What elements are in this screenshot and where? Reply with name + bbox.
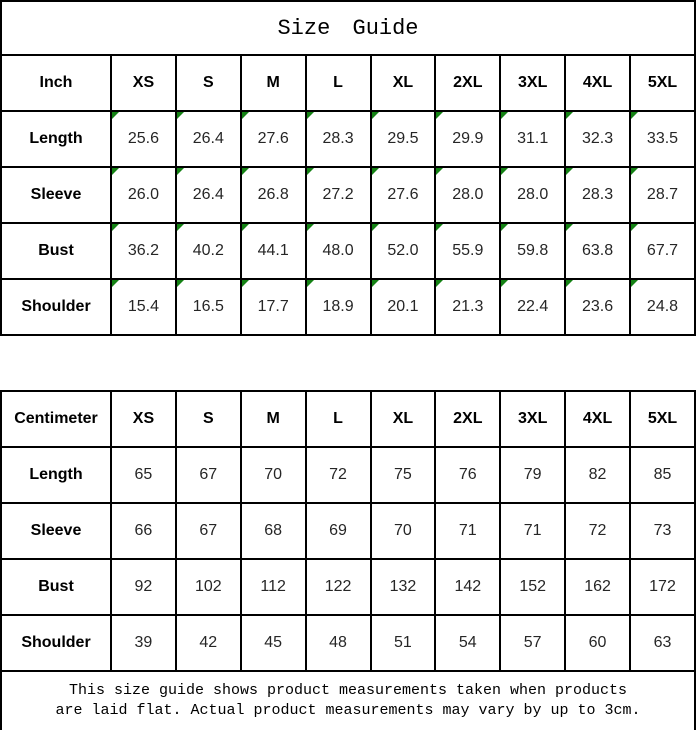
cell-flag-icon [436, 168, 443, 175]
cell-flag-icon [372, 280, 379, 287]
centimeter-row-length [1, 447, 695, 503]
size-header-4xl: 4XL [565, 55, 630, 111]
cell-flag-icon [566, 224, 573, 231]
size-header-m: M [241, 55, 306, 111]
cell-flag-icon [566, 168, 573, 175]
cell-centimeter-bust-xs: 92 [111, 559, 176, 615]
cell-flag-icon [436, 112, 443, 119]
cell-centimeter-length-3xl: 79 [500, 447, 565, 503]
cell-flag-icon [631, 168, 638, 175]
inch-row-bust [1, 223, 695, 279]
cell-flag-icon [177, 224, 184, 231]
cell-centimeter-bust-m: 112 [241, 559, 306, 615]
cell-centimeter-length-xs: 65 [111, 447, 176, 503]
cell-centimeter-sleeve-s: 67 [176, 503, 241, 559]
centimeter-row-bust [1, 559, 695, 615]
page-title: Size Guide [1, 1, 695, 55]
cell-inch-bust-5xl: 67.7 [630, 223, 695, 279]
cell-inch-sleeve-3xl: 28.0 [500, 167, 565, 223]
cell-flag-icon [242, 168, 249, 175]
cell-flag-icon [112, 280, 119, 287]
cell-centimeter-shoulder-s: 42 [176, 615, 241, 671]
cell-flag-icon [372, 112, 379, 119]
inch-header-row [1, 55, 695, 111]
size-header-3xl: 3XL [500, 55, 565, 111]
cell-centimeter-bust-2xl: 142 [435, 559, 500, 615]
cell-centimeter-sleeve-xl: 70 [371, 503, 436, 559]
cell-centimeter-length-m: 70 [241, 447, 306, 503]
cell-centimeter-length-s: 67 [176, 447, 241, 503]
cell-centimeter-length-2xl: 76 [435, 447, 500, 503]
row-label-bust: Bust [1, 559, 111, 615]
cell-inch-length-l: 28.3 [306, 111, 371, 167]
size-header-s: S [176, 391, 241, 447]
cell-flag-icon [501, 168, 508, 175]
cell-flag-icon [436, 224, 443, 231]
cell-flag-icon [566, 112, 573, 119]
row-label-length: Length [1, 111, 111, 167]
footer-note-line1: This size guide shows product measurements taken when products [68, 681, 628, 699]
cell-inch-length-3xl: 31.1 [500, 111, 565, 167]
size-header-5xl: 5XL [630, 55, 695, 111]
size-header-s: S [176, 55, 241, 111]
spacer-row [1, 335, 695, 391]
cell-flag-icon [177, 168, 184, 175]
cell-flag-icon [501, 112, 508, 119]
cell-centimeter-shoulder-m: 45 [241, 615, 306, 671]
size-header-l: L [306, 55, 371, 111]
cell-centimeter-bust-5xl: 172 [630, 559, 695, 615]
cell-inch-shoulder-5xl: 24.8 [630, 279, 695, 335]
cell-flag-icon [566, 280, 573, 287]
cell-inch-shoulder-4xl: 23.6 [565, 279, 630, 335]
cell-flag-icon [631, 224, 638, 231]
title-row [1, 1, 695, 55]
size-header-xs: XS [111, 391, 176, 447]
cell-centimeter-shoulder-5xl: 63 [630, 615, 695, 671]
cell-inch-sleeve-5xl: 28.7 [630, 167, 695, 223]
footer-section [1, 671, 695, 730]
row-label-sleeve: Sleeve [1, 503, 111, 559]
row-label-shoulder: Shoulder [1, 279, 111, 335]
cell-flag-icon [307, 168, 314, 175]
cell-inch-bust-4xl: 63.8 [565, 223, 630, 279]
centimeter-row-sleeve [1, 503, 695, 559]
cell-inch-length-xs: 25.6 [111, 111, 176, 167]
cell-centimeter-sleeve-m: 68 [241, 503, 306, 559]
cell-inch-length-4xl: 32.3 [565, 111, 630, 167]
cell-centimeter-sleeve-2xl: 71 [435, 503, 500, 559]
cell-flag-icon [307, 280, 314, 287]
cell-inch-length-s: 26.4 [176, 111, 241, 167]
inch-row-shoulder [1, 279, 695, 335]
cell-inch-shoulder-xl: 20.1 [371, 279, 436, 335]
cell-flag-icon [372, 168, 379, 175]
cell-inch-sleeve-m: 26.8 [241, 167, 306, 223]
cell-centimeter-shoulder-l: 48 [306, 615, 371, 671]
cell-centimeter-bust-xl: 132 [371, 559, 436, 615]
cell-flag-icon [112, 168, 119, 175]
cell-centimeter-shoulder-2xl: 54 [435, 615, 500, 671]
cell-inch-length-2xl: 29.9 [435, 111, 500, 167]
row-label-sleeve: Sleeve [1, 167, 111, 223]
centimeter-table-section [1, 391, 695, 671]
cell-inch-length-xl: 29.5 [371, 111, 436, 167]
centimeter-row-shoulder [1, 615, 695, 671]
cell-inch-shoulder-m: 17.7 [241, 279, 306, 335]
inch-row-length [1, 111, 695, 167]
cell-inch-sleeve-2xl: 28.0 [435, 167, 500, 223]
cell-centimeter-length-xl: 75 [371, 447, 436, 503]
cell-flag-icon [501, 280, 508, 287]
spacer-cell [1, 335, 695, 391]
size-header-3xl: 3XL [500, 391, 565, 447]
cell-flag-icon [436, 280, 443, 287]
cell-centimeter-bust-l: 122 [306, 559, 371, 615]
cell-inch-shoulder-xs: 15.4 [111, 279, 176, 335]
row-label-shoulder: Shoulder [1, 615, 111, 671]
cell-inch-sleeve-xs: 26.0 [111, 167, 176, 223]
cell-centimeter-shoulder-3xl: 57 [500, 615, 565, 671]
size-header-4xl: 4XL [565, 391, 630, 447]
cell-flag-icon [177, 112, 184, 119]
size-header-m: M [241, 391, 306, 447]
cell-inch-bust-l: 48.0 [306, 223, 371, 279]
cell-flag-icon [242, 280, 249, 287]
size-header-xs: XS [111, 55, 176, 111]
cell-centimeter-shoulder-xl: 51 [371, 615, 436, 671]
unit-header-centimeter: Centimeter [1, 391, 111, 447]
cell-inch-sleeve-l: 27.2 [306, 167, 371, 223]
footer-note-line2: are laid flat. Actual product measurements may vary by up to 3cm. [55, 702, 641, 719]
cell-centimeter-length-5xl: 85 [630, 447, 695, 503]
cell-centimeter-bust-3xl: 152 [500, 559, 565, 615]
centimeter-header-row [1, 391, 695, 447]
cell-centimeter-sleeve-xs: 66 [111, 503, 176, 559]
cell-inch-length-m: 27.6 [241, 111, 306, 167]
size-header-2xl: 2XL [435, 391, 500, 447]
cell-flag-icon [112, 224, 119, 231]
cell-inch-sleeve-s: 26.4 [176, 167, 241, 223]
cell-centimeter-bust-4xl: 162 [565, 559, 630, 615]
cell-inch-sleeve-4xl: 28.3 [565, 167, 630, 223]
cell-flag-icon [631, 280, 638, 287]
unit-header-inch: Inch [1, 55, 111, 111]
row-label-bust: Bust [1, 223, 111, 279]
cell-inch-sleeve-xl: 27.6 [371, 167, 436, 223]
cell-inch-bust-xl: 52.0 [371, 223, 436, 279]
cell-centimeter-length-4xl: 82 [565, 447, 630, 503]
size-header-2xl: 2XL [435, 55, 500, 111]
size-header-l: L [306, 391, 371, 447]
cell-inch-shoulder-l: 18.9 [306, 279, 371, 335]
size-header-5xl: 5XL [630, 391, 695, 447]
cell-centimeter-shoulder-4xl: 60 [565, 615, 630, 671]
cell-inch-bust-s: 40.2 [176, 223, 241, 279]
spacer-section [1, 335, 695, 391]
cell-flag-icon [501, 224, 508, 231]
inch-table-section [1, 55, 695, 335]
cell-inch-bust-3xl: 59.8 [500, 223, 565, 279]
cell-flag-icon [242, 112, 249, 119]
cell-centimeter-sleeve-l: 69 [306, 503, 371, 559]
cell-flag-icon [307, 224, 314, 231]
cell-centimeter-sleeve-3xl: 71 [500, 503, 565, 559]
cell-centimeter-shoulder-xs: 39 [111, 615, 176, 671]
cell-centimeter-length-l: 72 [306, 447, 371, 503]
cell-inch-bust-m: 44.1 [241, 223, 306, 279]
footer-row [1, 671, 695, 730]
cell-flag-icon [372, 224, 379, 231]
size-header-xl: XL [371, 391, 436, 447]
cell-centimeter-bust-s: 102 [176, 559, 241, 615]
size-header-xl: XL [371, 55, 436, 111]
footer-note [1, 671, 695, 730]
cell-inch-shoulder-3xl: 22.4 [500, 279, 565, 335]
inch-row-sleeve [1, 167, 695, 223]
cell-flag-icon [631, 112, 638, 119]
title-section [1, 1, 695, 55]
cell-flag-icon [177, 280, 184, 287]
cell-inch-bust-xs: 36.2 [111, 223, 176, 279]
cell-inch-shoulder-s: 16.5 [176, 279, 241, 335]
cell-inch-shoulder-2xl: 21.3 [435, 279, 500, 335]
cell-centimeter-sleeve-4xl: 72 [565, 503, 630, 559]
row-label-length: Length [1, 447, 111, 503]
cell-flag-icon [112, 112, 119, 119]
cell-inch-length-5xl: 33.5 [630, 111, 695, 167]
cell-flag-icon [242, 224, 249, 231]
cell-flag-icon [307, 112, 314, 119]
cell-centimeter-sleeve-5xl: 73 [630, 503, 695, 559]
cell-inch-bust-2xl: 55.9 [435, 223, 500, 279]
